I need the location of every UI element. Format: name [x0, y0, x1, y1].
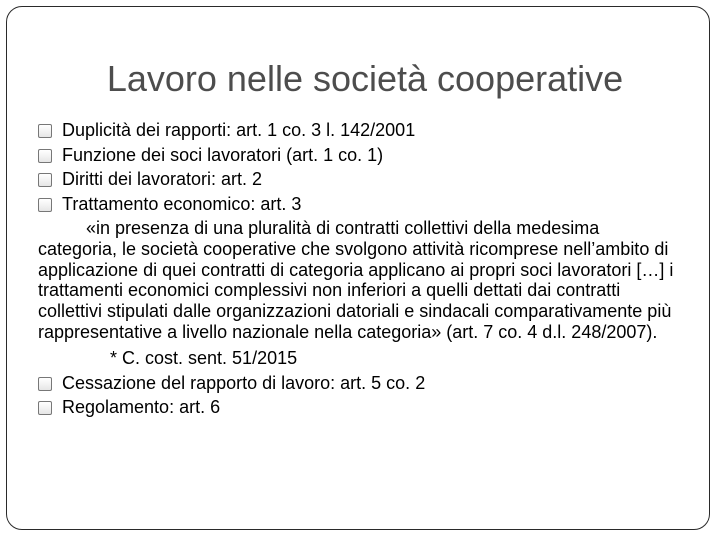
checkbox-square-icon	[38, 401, 52, 415]
bullet-item	[38, 118, 678, 143]
checkbox-square-icon	[38, 377, 52, 391]
quoted-law-text: «in presenza di una pluralità di contratti collettivi della medesima categoria, le società cooperative che svolgono attività ricomprese nell’ambito di applicazione di quei contratti di categoria applicano ai propri soci lavoratori […] i trattamenti economici complessivi non inferiori a quelli dettati dai contratti collettivi stipulati dalle organizzazioni datoriali e sindacali comparativamente più rappresentative a livello nazionale nella categoria» (art. 7 co. 4 d.l. 248/2007).	[38, 218, 674, 342]
bullet-text: Funzione dei soci lavoratori (art. 1 co. 1)	[62, 144, 384, 165]
slide-title: Lavoro nelle società cooperative	[106, 58, 624, 99]
checkbox-square-icon	[38, 173, 52, 187]
bullet-item	[38, 192, 678, 217]
checkbox-square-icon	[38, 124, 52, 138]
bullet-text: Trattamento economico: art. 3	[62, 193, 302, 214]
bullet-text: Duplicità dei rapporti: art. 1 co. 3 l. 142/2001	[62, 120, 416, 140]
bullet-item	[38, 371, 678, 396]
bullet-text: Cessazione del rapporto di lavoro: art. 5 co. 2	[62, 372, 426, 393]
checkbox-square-icon	[38, 149, 52, 163]
bullet-item	[38, 395, 678, 420]
bullet-item	[38, 143, 678, 168]
bullet-text: Regolamento: art. 6	[62, 397, 221, 418]
court-ruling-note: * C. cost. sent. 51/2015	[110, 347, 298, 368]
bullet-text: Diritti dei lavoratori: art. 2	[62, 169, 263, 189]
bullet-item	[38, 167, 678, 192]
checkbox-square-icon	[38, 198, 52, 212]
slide-content	[38, 118, 678, 420]
